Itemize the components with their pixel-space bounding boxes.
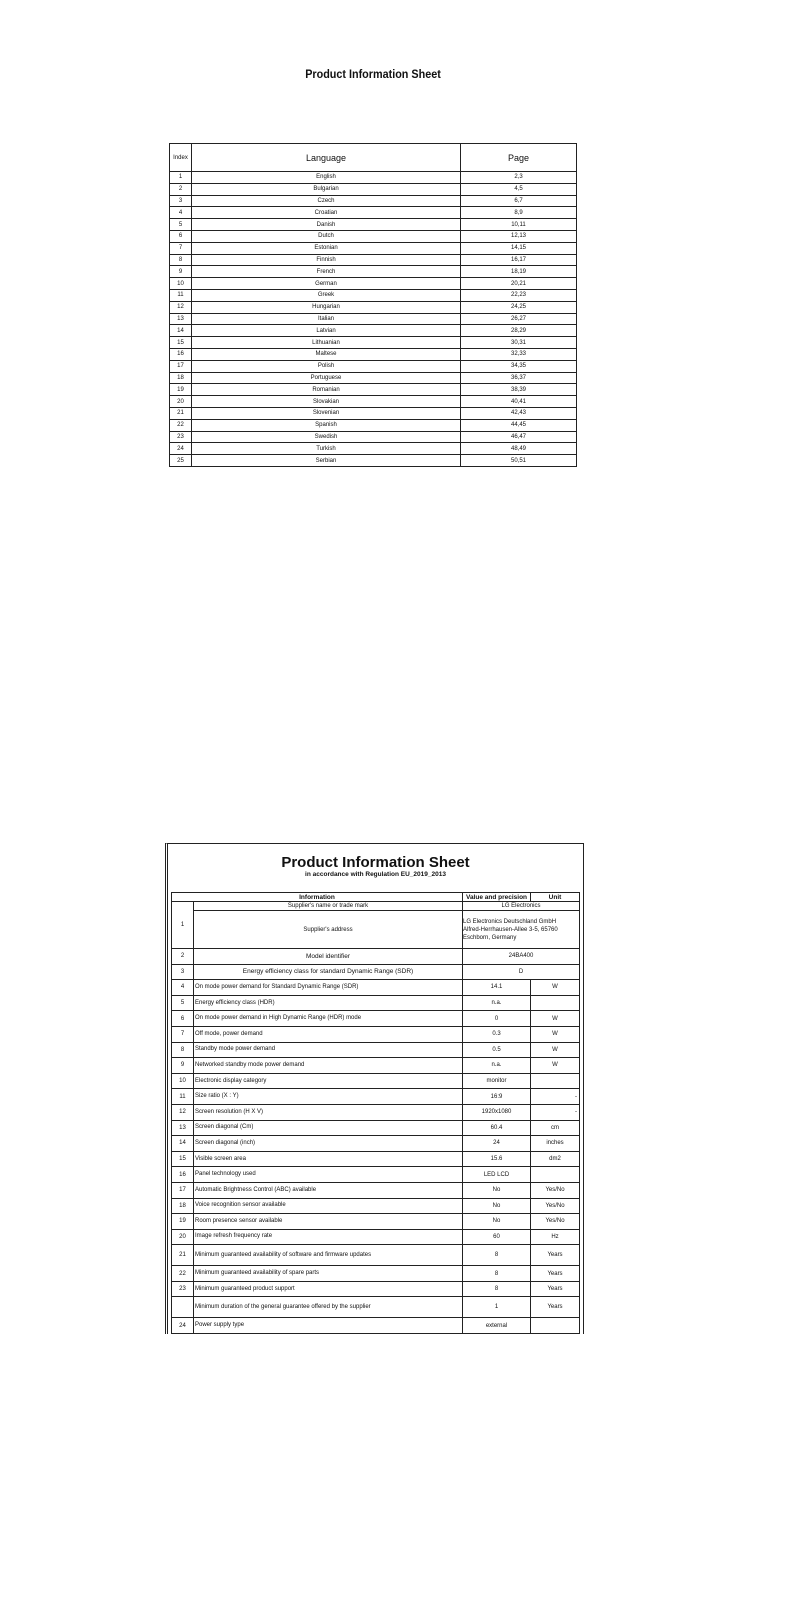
table-row <box>172 902 580 911</box>
row-page: 28,29 <box>461 325 577 337</box>
row-page: 14,15 <box>461 242 577 254</box>
row-page: 16,17 <box>461 254 577 266</box>
table-row <box>172 980 580 996</box>
row-value: 60.4 <box>463 1120 531 1136</box>
row-page: 46,47 <box>461 431 577 443</box>
table-row <box>172 1089 580 1105</box>
language-index-table <box>169 143 577 467</box>
row-language: Estonian <box>192 242 461 254</box>
row-label: Screen diagonal (Cm) <box>194 1120 463 1136</box>
row-value: 8 <box>463 1281 531 1297</box>
table-row <box>170 419 577 431</box>
row-label: Minimum guaranteed availability of spare parts <box>194 1266 463 1282</box>
row-label: Supplier's name or trade mark <box>194 902 463 911</box>
row-label: Automatic Brightness Control (ABC) available <box>194 1182 463 1198</box>
row-index: 2 <box>170 183 192 195</box>
row-page: 36,37 <box>461 372 577 384</box>
row-page: 18,19 <box>461 266 577 278</box>
row-language: Latvian <box>192 325 461 337</box>
table-row <box>172 1245 580 1266</box>
table-row <box>170 431 577 443</box>
row-unit: W <box>531 980 580 996</box>
row-index: 13 <box>170 313 192 325</box>
table-row <box>172 1011 580 1027</box>
row-language: Greek <box>192 289 461 301</box>
row-language: English <box>192 172 461 184</box>
product-information-sheet <box>165 843 584 1334</box>
table-row <box>172 1229 580 1245</box>
row-language: Italian <box>192 313 461 325</box>
row-index: 9 <box>170 266 192 278</box>
row-value: No <box>463 1198 531 1214</box>
row-page: 24,25 <box>461 301 577 313</box>
row-index: 8 <box>172 1042 194 1058</box>
row-label: Minimum guaranteed availability of software and firmware updates <box>194 1245 463 1266</box>
row-index: 20 <box>170 396 192 408</box>
row-index: 12 <box>170 301 192 313</box>
table-row <box>172 1151 580 1167</box>
row-label: Room presence sensor available <box>194 1214 463 1230</box>
row-index: 14 <box>170 325 192 337</box>
row-index: 8 <box>170 254 192 266</box>
table-row <box>172 1214 580 1230</box>
row-index: 7 <box>172 1026 194 1042</box>
row-index: 17 <box>172 1182 194 1198</box>
table-row <box>170 337 577 349</box>
row-index: 12 <box>172 1104 194 1120</box>
row-language: Lithuanian <box>192 337 461 349</box>
row-page: 26,27 <box>461 313 577 325</box>
row-label: Standby mode power demand <box>194 1042 463 1058</box>
row-value: LG Electronics <box>463 902 580 911</box>
row-value: n.a. <box>463 995 531 1011</box>
table-row <box>170 266 577 278</box>
row-label: Panel technology used <box>194 1167 463 1183</box>
table-row <box>170 372 577 384</box>
row-page: 32,33 <box>461 348 577 360</box>
row-unit <box>531 1073 580 1089</box>
header-page: Page <box>461 144 577 172</box>
row-language: Danish <box>192 219 461 231</box>
row-label: Electronic display category <box>194 1073 463 1089</box>
row-index: 4 <box>170 207 192 219</box>
table-row <box>170 384 577 396</box>
row-page: 40,41 <box>461 396 577 408</box>
table-row <box>170 242 577 254</box>
row-unit <box>531 1167 580 1183</box>
table-row <box>172 949 580 965</box>
row-index: 24 <box>170 443 192 455</box>
row-label: Model identifier <box>194 949 463 965</box>
row-label: Minimum duration of the general guarantee offered by the supplier <box>194 1297 463 1318</box>
row-page: 4,5 <box>461 183 577 195</box>
row-index: 11 <box>172 1089 194 1105</box>
table-row <box>170 360 577 372</box>
row-page: 34,35 <box>461 360 577 372</box>
table-row <box>170 301 577 313</box>
row-language: Spanish <box>192 419 461 431</box>
row-index: 25 <box>170 455 192 467</box>
table-row <box>172 1042 580 1058</box>
row-page: 2,3 <box>461 172 577 184</box>
row-page: 48,49 <box>461 443 577 455</box>
row-index: 6 <box>172 1011 194 1027</box>
row-value: LED LCD <box>463 1167 531 1183</box>
row-index: 11 <box>170 289 192 301</box>
row-unit: dm2 <box>531 1151 580 1167</box>
row-index: 10 <box>170 278 192 290</box>
row-language: Turkish <box>192 443 461 455</box>
row-unit: - <box>531 1104 580 1120</box>
row-language: Swedish <box>192 431 461 443</box>
row-index: 16 <box>170 348 192 360</box>
row-unit: cm <box>531 1120 580 1136</box>
row-label: Size ratio (X : Y) <box>194 1089 463 1105</box>
table-row <box>170 172 577 184</box>
row-index: 7 <box>170 242 192 254</box>
table-row <box>172 911 580 949</box>
table-row <box>170 455 577 467</box>
table-row <box>172 995 580 1011</box>
header-unit: Unit <box>531 893 580 902</box>
row-index: 20 <box>172 1229 194 1245</box>
row-index: 10 <box>172 1073 194 1089</box>
table-row <box>170 348 577 360</box>
row-index: 15 <box>172 1151 194 1167</box>
header-value: Value and precision <box>463 893 531 902</box>
row-unit: Years <box>531 1297 580 1318</box>
table-row <box>172 1120 580 1136</box>
row-value: 24 <box>463 1136 531 1152</box>
row-value: 16:9 <box>463 1089 531 1105</box>
row-index: 19 <box>172 1214 194 1230</box>
row-index: 23 <box>172 1281 194 1297</box>
row-index: 1 <box>172 902 194 949</box>
row-value: external <box>463 1318 531 1334</box>
table-row <box>172 1058 580 1074</box>
row-index: 3 <box>172 964 194 980</box>
row-index: 9 <box>172 1058 194 1074</box>
row-label: Image refresh frequency rate <box>194 1229 463 1245</box>
header-language: Language <box>192 144 461 172</box>
table-row <box>170 183 577 195</box>
row-unit <box>531 1318 580 1334</box>
row-label: Minimum guaranteed product support <box>194 1281 463 1297</box>
row-page: 20,21 <box>461 278 577 290</box>
table-row <box>170 325 577 337</box>
row-label: Energy efficiency class (HDR) <box>194 995 463 1011</box>
row-value: No <box>463 1214 531 1230</box>
row-value: 1 <box>463 1297 531 1318</box>
row-language: Slovenian <box>192 407 461 419</box>
row-value: 60 <box>463 1229 531 1245</box>
row-index: 23 <box>170 431 192 443</box>
row-index: 16 <box>172 1167 194 1183</box>
table-row <box>170 313 577 325</box>
row-unit: Yes/No <box>531 1198 580 1214</box>
row-label: Power supply type <box>194 1318 463 1334</box>
row-label: Energy efficiency class for standard Dynamic Range (SDR) <box>194 964 463 980</box>
row-language: Dutch <box>192 230 461 242</box>
row-unit: W <box>531 1042 580 1058</box>
row-language: Finnish <box>192 254 461 266</box>
row-unit: Yes/No <box>531 1182 580 1198</box>
row-unit <box>531 995 580 1011</box>
table-row <box>172 1104 580 1120</box>
row-label: Voice recognition sensor available <box>194 1198 463 1214</box>
sheet-subtitle: in accordance with Regulation EU_2019_2013 <box>305 871 446 878</box>
table-row <box>170 443 577 455</box>
row-label: Supplier's address <box>194 911 463 949</box>
row-value: LG Electronics Deutschland GmbH Alfred-Herrhausen-Allee 3-5, 65760 Eschborn, Germany <box>463 911 580 949</box>
table-row <box>170 289 577 301</box>
row-value: n.a. <box>463 1058 531 1074</box>
table-row <box>170 207 577 219</box>
row-language: Portuguese <box>192 372 461 384</box>
row-page: 42,43 <box>461 407 577 419</box>
row-index: 13 <box>172 1120 194 1136</box>
row-page: 6,7 <box>461 195 577 207</box>
row-label: Networked standby mode power demand <box>194 1058 463 1074</box>
row-page: 8,9 <box>461 207 577 219</box>
table-row <box>170 407 577 419</box>
row-unit: - <box>531 1089 580 1105</box>
row-index: 5 <box>172 995 194 1011</box>
row-language: Romanian <box>192 384 461 396</box>
row-page: 30,31 <box>461 337 577 349</box>
row-index: 19 <box>170 384 192 396</box>
row-page: 38,39 <box>461 384 577 396</box>
table-row <box>172 1136 580 1152</box>
row-label: Screen diagonal (inch) <box>194 1136 463 1152</box>
row-language: Czech <box>192 195 461 207</box>
row-value: 0.5 <box>463 1042 531 1058</box>
table-row <box>170 195 577 207</box>
row-index: 21 <box>170 407 192 419</box>
table-row <box>172 1281 580 1297</box>
row-index: 5 <box>170 219 192 231</box>
table-row <box>172 1073 580 1089</box>
header-information: Information <box>172 893 463 902</box>
row-unit: W <box>531 1011 580 1027</box>
row-index: 18 <box>172 1198 194 1214</box>
table-row <box>170 278 577 290</box>
row-index: 18 <box>170 372 192 384</box>
row-label: Visible screen area <box>194 1151 463 1167</box>
row-index: 21 <box>172 1245 194 1266</box>
table-row <box>172 1182 580 1198</box>
row-index: 17 <box>170 360 192 372</box>
row-unit: W <box>531 1026 580 1042</box>
row-value: 14.1 <box>463 980 531 996</box>
row-unit: Years <box>531 1281 580 1297</box>
table-row <box>172 1167 580 1183</box>
sheet-title: Product Information Sheet <box>281 854 470 871</box>
row-value: No <box>463 1182 531 1198</box>
row-index: 2 <box>172 949 194 965</box>
row-index: 22 <box>172 1266 194 1282</box>
row-value: 0 <box>463 1011 531 1027</box>
row-page: 44,45 <box>461 419 577 431</box>
table-row <box>170 230 577 242</box>
row-index: 6 <box>170 230 192 242</box>
row-language: Croatian <box>192 207 461 219</box>
table-row <box>172 964 580 980</box>
product-info-table <box>171 892 580 1334</box>
row-value: 15.6 <box>463 1151 531 1167</box>
table-row <box>170 219 577 231</box>
row-value: 0.3 <box>463 1026 531 1042</box>
row-unit: W <box>531 1058 580 1074</box>
row-index: 4 <box>172 980 194 996</box>
row-unit: Years <box>531 1245 580 1266</box>
row-index: 22 <box>170 419 192 431</box>
row-value: 24BA400 <box>463 949 580 965</box>
row-index: 1 <box>170 172 192 184</box>
table-row <box>170 396 577 408</box>
row-unit: Hz <box>531 1229 580 1245</box>
row-value: 8 <box>463 1266 531 1282</box>
row-language: French <box>192 266 461 278</box>
row-index <box>172 1297 194 1318</box>
row-value: monitor <box>463 1073 531 1089</box>
row-page: 12,13 <box>461 230 577 242</box>
row-unit: inches <box>531 1136 580 1152</box>
row-language: Polish <box>192 360 461 372</box>
row-unit: Yes/No <box>531 1214 580 1230</box>
row-label: Screen resolution (H X V) <box>194 1104 463 1120</box>
row-label: On mode power demand in High Dynamic Range (HDR) mode <box>194 1011 463 1027</box>
row-value: D <box>463 964 580 980</box>
row-value: 1920x1080 <box>463 1104 531 1120</box>
row-page: 10,11 <box>461 219 577 231</box>
row-label: On mode power demand for Standard Dynamic Range (SDR) <box>194 980 463 996</box>
row-language: German <box>192 278 461 290</box>
table-row <box>170 254 577 266</box>
row-index: 3 <box>170 195 192 207</box>
row-page: 22,23 <box>461 289 577 301</box>
index-title: Product Information Sheet <box>305 67 441 81</box>
row-index: 24 <box>172 1318 194 1334</box>
row-unit: Years <box>531 1266 580 1282</box>
table-row <box>172 1318 580 1334</box>
row-language: Hungarian <box>192 301 461 313</box>
row-language: Slovakian <box>192 396 461 408</box>
row-language: Maltese <box>192 348 461 360</box>
row-language: Serbian <box>192 455 461 467</box>
row-language: Bulgarian <box>192 183 461 195</box>
header-index: Index <box>170 144 192 172</box>
row-value: 8 <box>463 1245 531 1266</box>
row-index: 14 <box>172 1136 194 1152</box>
row-index: 15 <box>170 337 192 349</box>
table-row <box>172 1198 580 1214</box>
table-row <box>172 1297 580 1318</box>
row-page: 50,51 <box>461 455 577 467</box>
row-label: Off mode, power demand <box>194 1026 463 1042</box>
table-row <box>172 1026 580 1042</box>
table-row <box>172 1266 580 1282</box>
